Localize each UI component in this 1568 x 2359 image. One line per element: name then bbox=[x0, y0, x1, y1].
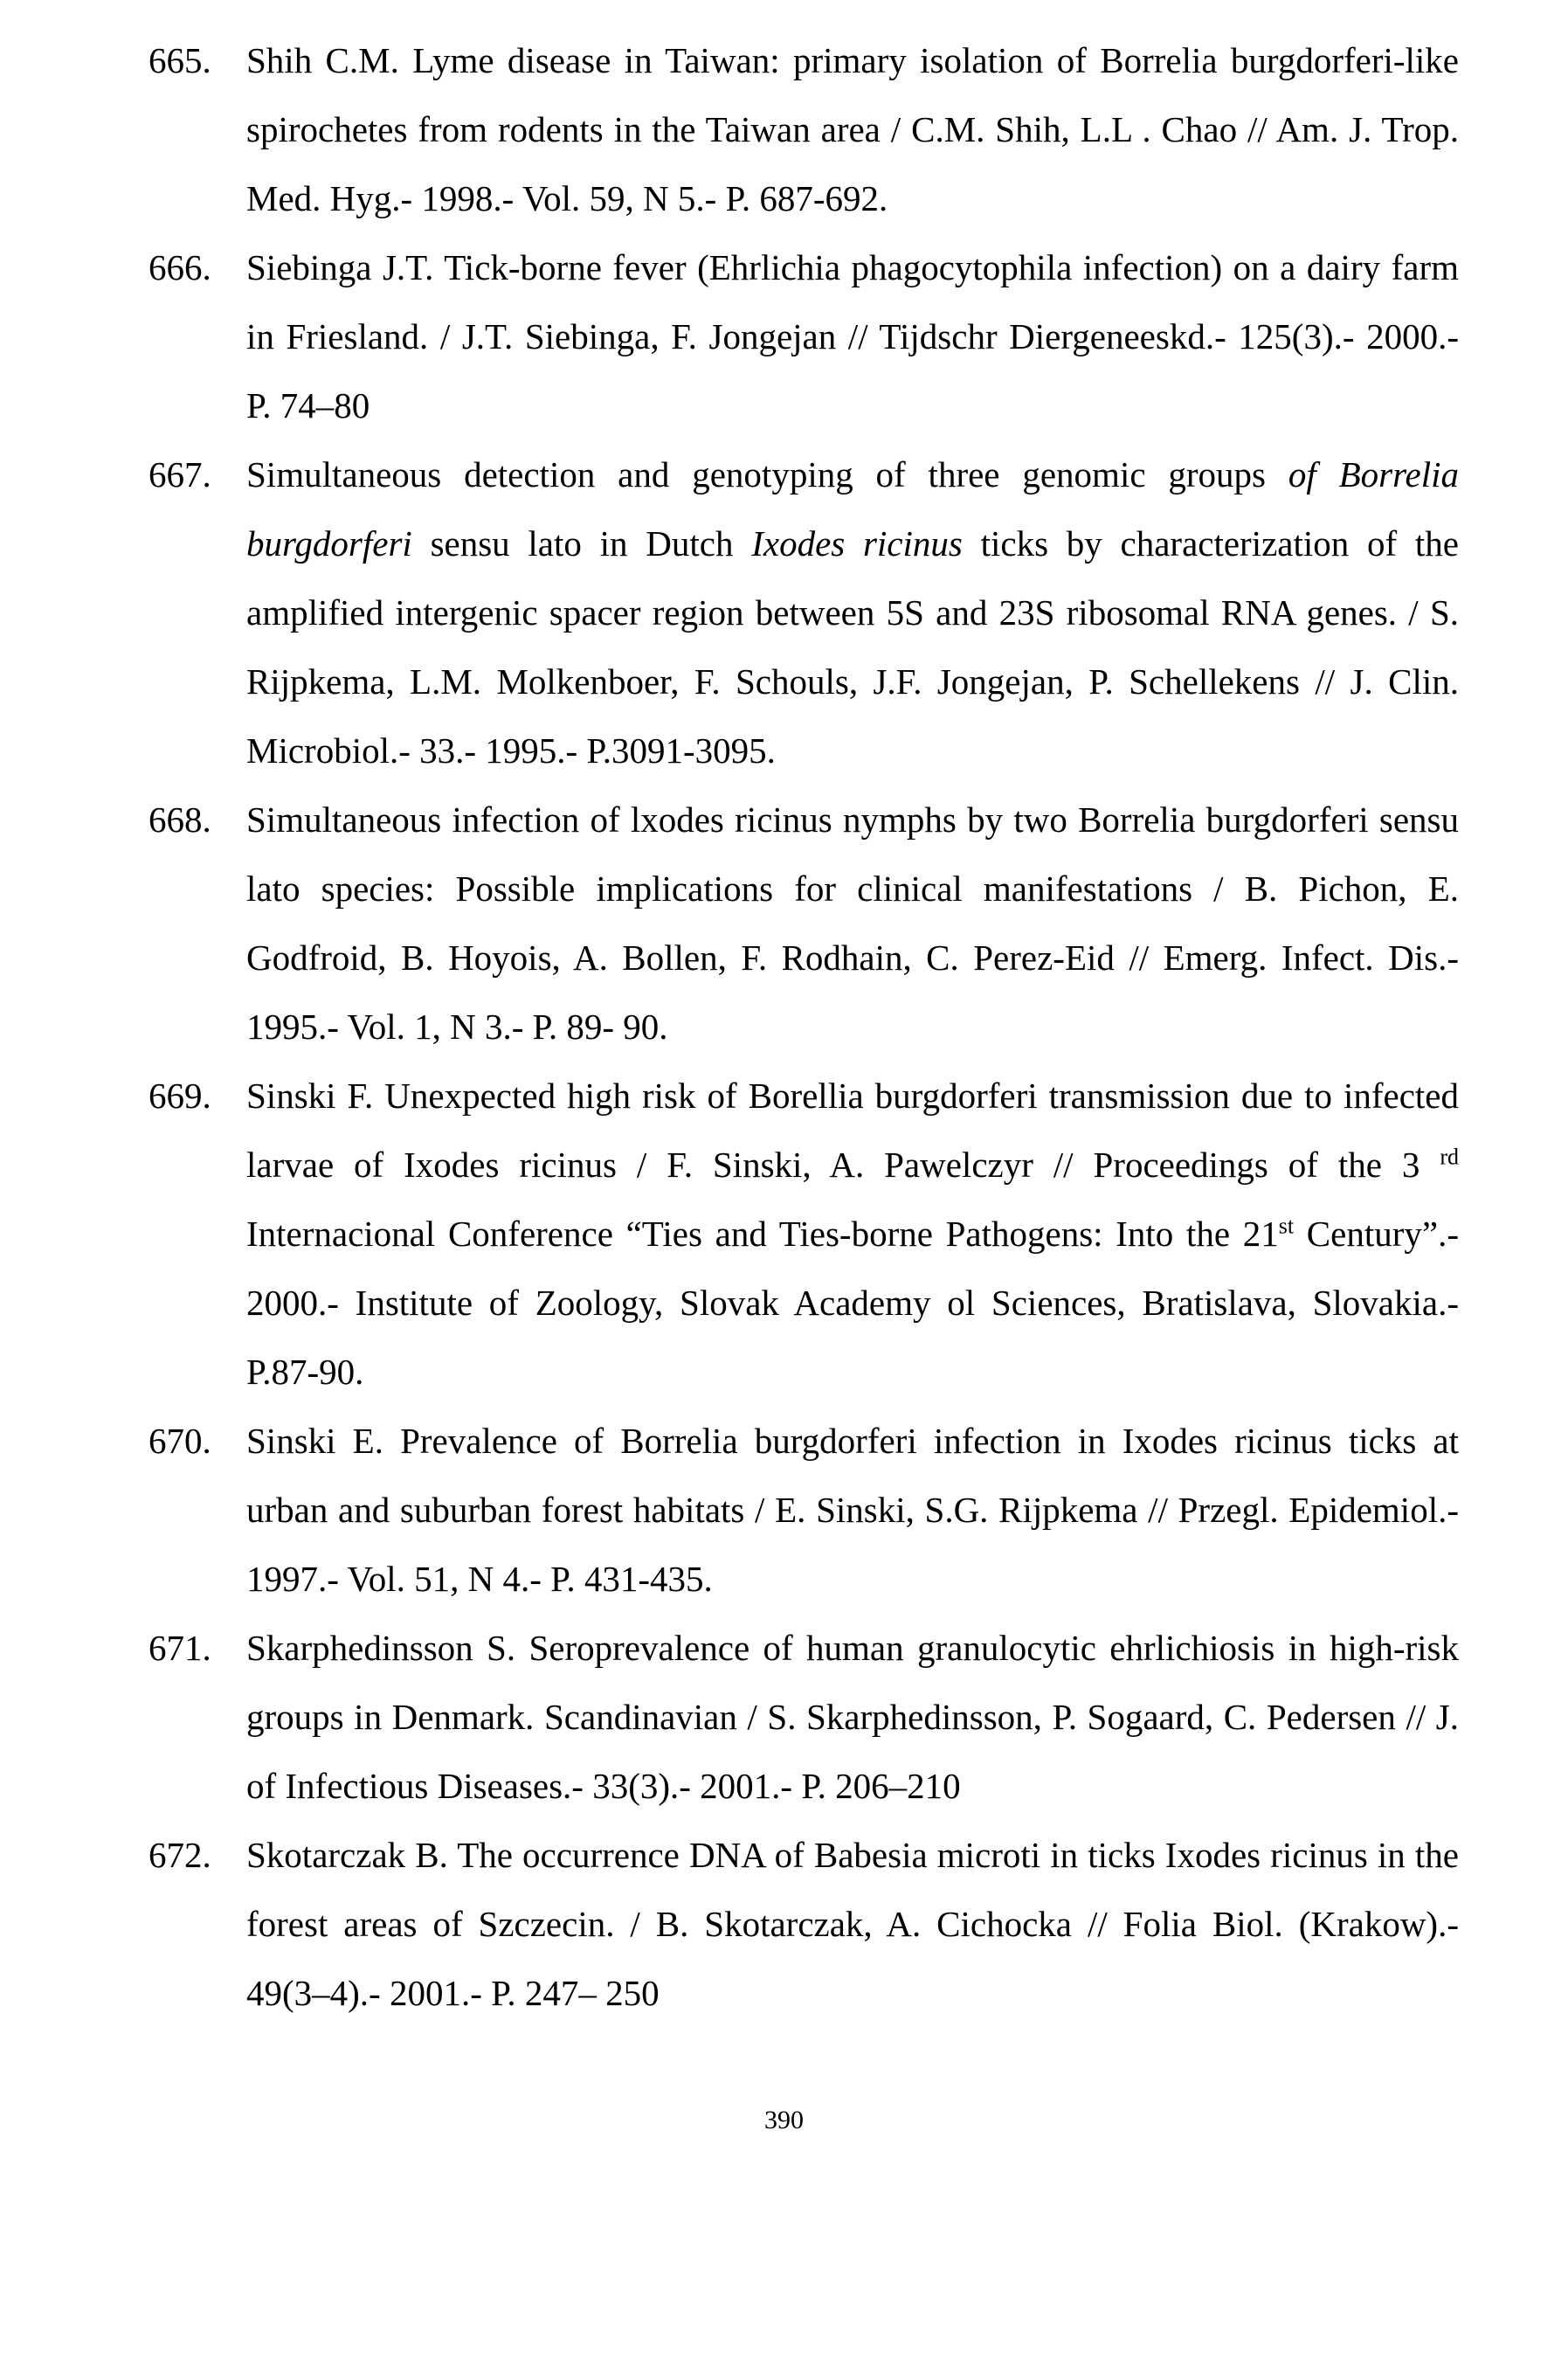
reference-number: 672. bbox=[149, 1835, 211, 1875]
reference-text-segment: Sinski E. Prevalence of Borrelia burgdorferi infection in Ixodes ricinus ticks at urban and suburban forest habitats / E. Sinski, S.G. Rijpkema // Przegl. Epidemiol.- 1997.- Vol. 51, N 4.- P. 431-435. bbox=[246, 1421, 1459, 1599]
reference-number: 670. bbox=[149, 1421, 211, 1461]
reference-entry bbox=[149, 233, 1459, 440]
reference-text bbox=[246, 454, 1459, 771]
reference-text bbox=[246, 1835, 1459, 2013]
reference-text-segment: Shih C.M. Lyme disease in Taiwan: primary isolation of Borrelia burgdorferi-like spirochetes from rodents in the Taiwan area / C.M. Shih, L.L . Chao // Am. J. Trop. Med. Hyg.- 1998.- Vol. 59, N 5.- P. 687-692. bbox=[246, 40, 1459, 218]
reference-text-segment: sensu lato in Dutch bbox=[411, 523, 752, 564]
reference-text-segment: Simultaneous infection of lxodes ricinus nymphs by two Borrelia burgdorferi sensu lato species: Possible implications for clinical manifestations / B. Pichon, E. Godfroid, B. Hoyois, A. Bollen, F. Rodhain, C. Perez-Eid // Emerg. Infect. Dis.- 1995.- Vol. 1, N 3.- P. 89- 90. bbox=[246, 799, 1459, 1047]
reference-text-segment: ticks by characterization of the amplified intergenic spacer region between 5S and 23S ribosomal RNA genes. / S. Rijpkema, L.M. Molkenboer, F. Schouls, J.F. Jongejan, P. Schellekens // J. Clin. Microbiol.- 33.- 1995.- P.3091-3095. bbox=[246, 523, 1459, 771]
reference-italic-text: Ixodes ricinus bbox=[751, 523, 963, 564]
reference-entry bbox=[149, 1407, 1459, 1614]
reference-text bbox=[246, 40, 1459, 218]
reference-number: 666. bbox=[149, 247, 211, 287]
page-number: 390 bbox=[764, 2106, 804, 2134]
reference-text bbox=[246, 247, 1459, 425]
reference-text-segment: Internacional Conference “Ties and Ties-borne Pathogens: Into the 21 bbox=[246, 1214, 1279, 1254]
reference-text bbox=[246, 799, 1459, 1047]
reference-number: 668. bbox=[149, 799, 211, 840]
reference-entry bbox=[149, 26, 1459, 233]
reference-text-segment: Century”.- 2000.- Institute of Zoology, Slovak Academy ol Sciences, Bratislava, Slovakia.- P.87-90. bbox=[246, 1214, 1459, 1392]
reference-italic-text: of Borrelia burgdorferi bbox=[246, 454, 1459, 564]
reference-entry bbox=[149, 785, 1459, 1062]
reference-number: 667. bbox=[149, 454, 211, 495]
reference-text bbox=[246, 1076, 1459, 1392]
reference-text bbox=[246, 1421, 1459, 1599]
reference-text-segment: Skotarczak B. The occurrence DNA of Babesia microti in ticks Ixodes ricinus in the forest areas of Szczecin. / B. Skotarczak, A. Cichocka // Folia Biol. (Krakow).- 49(3–4).- 2001.- P. 247– 250 bbox=[246, 1835, 1459, 2013]
reference-superscript: rd bbox=[1440, 1144, 1459, 1170]
reference-entry bbox=[149, 1821, 1459, 2028]
reference-number: 669. bbox=[149, 1076, 211, 1116]
reference-entry bbox=[149, 1614, 1459, 1821]
reference-text-segment: Skarphedinsson S. Seroprevalence of human granulocytic ehrlichiosis in high-risk groups in Denmark. Scandinavian / S. Skarphedinsson, P. Sogaard, C. Pedersen // J. of Infectious Diseases.- 33(3).- 2001.- P. 206–210 bbox=[246, 1628, 1459, 1806]
reference-entry bbox=[149, 1062, 1459, 1407]
reference-text-segment: Sinski F. Unexpected high risk of Borellia burgdorferi transmission due to infected larvae of Ixodes ricinus / F. Sinski, A. Pawelczyr // Proceedings of the 3 bbox=[246, 1076, 1459, 1185]
reference-entry bbox=[149, 440, 1459, 785]
reference-text-segment: Simultaneous detection and genotyping of three genomic groups bbox=[246, 454, 1288, 495]
reference-superscript: st bbox=[1278, 1213, 1295, 1239]
reference-text-segment: Siebinga J.T. Tick-borne fever (Ehrlichia phagocytophila infection) on a dairy farm in Friesland. / J.T. Siebinga, F. Jongejan // Tijdschr Diergeneeskd.- 125(3).- 2000.- P. 74–80 bbox=[246, 247, 1459, 425]
reference-text bbox=[246, 1628, 1459, 1806]
reference-number: 671. bbox=[149, 1628, 211, 1668]
reference-list bbox=[149, 26, 1459, 2028]
reference-number: 665. bbox=[149, 40, 211, 80]
